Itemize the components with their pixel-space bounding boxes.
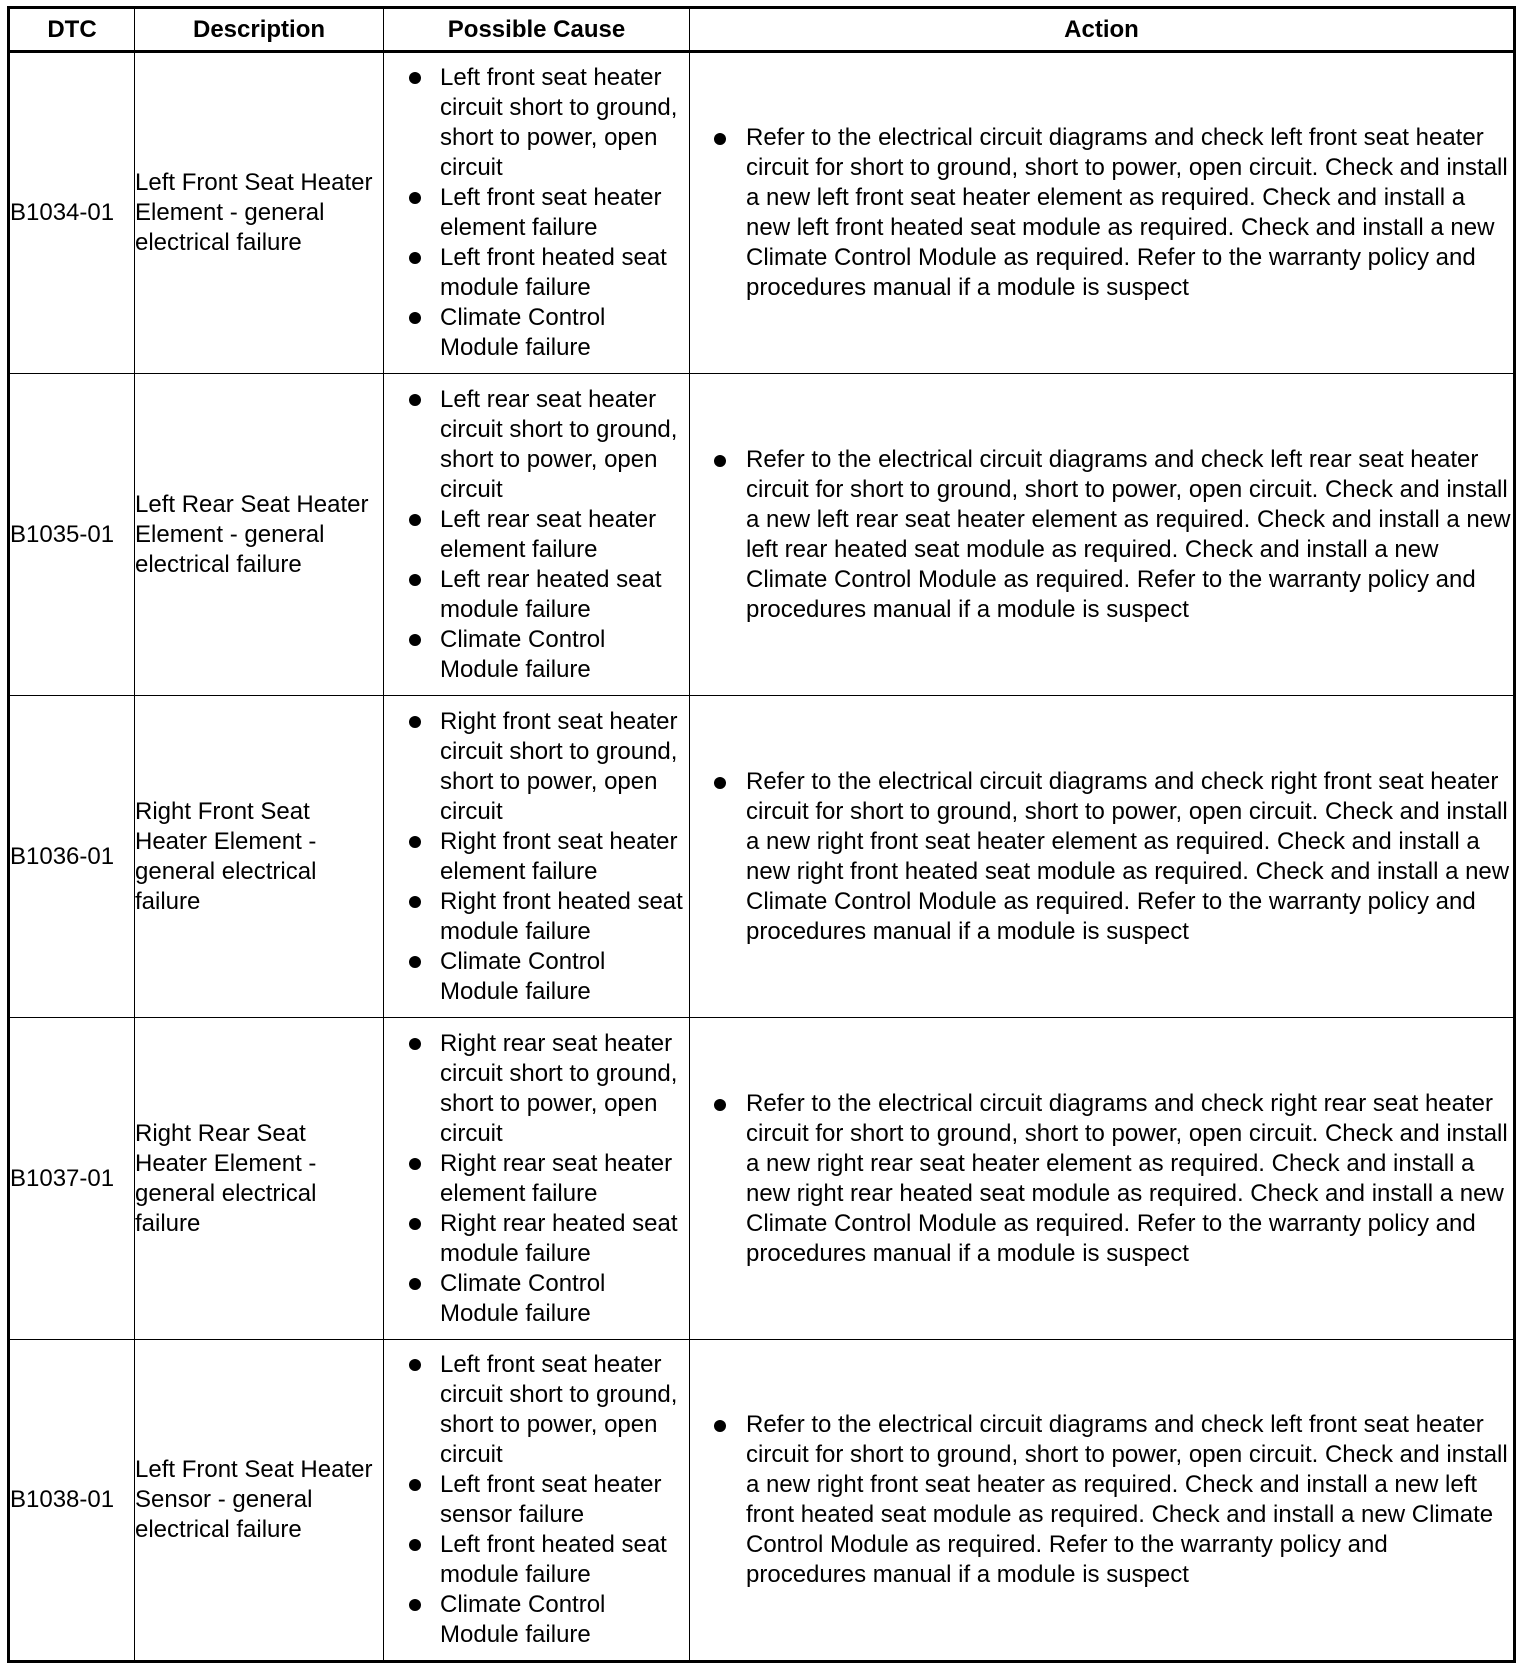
bullet-icon (409, 896, 421, 908)
action-text: Refer to the electrical circuit diagrams and check left rear seat heater circuit for short to ground, short to power, open circuit. Check and install a new left rear seat heater element as required. Check and install a new left rear heated seat module as required. Check and install a new Climate Control Module as required. Refer to the warranty policy and procedures manual if a module is suspect (746, 445, 1511, 623)
cause-item (384, 1590, 689, 1650)
cause-text: Right rear heated seat module failure (440, 1209, 678, 1267)
cause-text: Left front seat heater element failure (440, 184, 662, 241)
action-cell (690, 1018, 1515, 1340)
cause-list (384, 1350, 689, 1650)
bullet-icon (409, 1278, 421, 1290)
dtc-table (7, 6, 1516, 1663)
action-text: Refer to the electrical circuit diagrams and check left front seat heater circuit for short to ground, short to power, open circuit. Check and install a new left front seat heater element as required. Check and install a new left front heated seat module as required. Check and install a new Climate Control Module as required. Refer to the warranty policy and procedures manual if a module is suspect (746, 124, 1508, 301)
cause-item (384, 183, 689, 243)
cause-item (384, 303, 689, 363)
bullet-icon (714, 1099, 726, 1111)
bullet-icon (409, 312, 421, 324)
bullet-icon (409, 72, 421, 84)
cause-text: Left front heated seat module failure (440, 1531, 667, 1588)
cause-item (384, 707, 689, 827)
possible-cause-cell (384, 696, 690, 1018)
action-item (690, 767, 1513, 947)
header-possible-cause: Possible Cause (384, 8, 690, 52)
cause-item (384, 625, 689, 685)
action-cell (690, 696, 1515, 1018)
cause-item (384, 1209, 689, 1269)
cause-text: Right rear seat heater element failure (440, 1149, 673, 1207)
cause-list (384, 1029, 689, 1329)
description: Left Rear Seat Heater Element - general electrical failure (135, 374, 384, 696)
cause-item (384, 1470, 689, 1530)
header-dtc: DTC (9, 8, 135, 52)
cause-text: Left front heated seat module failure (440, 244, 667, 301)
description: Right Front Seat Heater Element - general electrical failure (135, 696, 384, 1018)
bullet-icon (409, 716, 421, 728)
bullet-icon (409, 1218, 421, 1230)
action-item (690, 123, 1513, 303)
action-cell (690, 374, 1515, 696)
cause-list (384, 63, 689, 363)
cause-text: Climate Control Module failure (440, 1269, 606, 1327)
header-row (9, 8, 1515, 52)
cause-item (384, 1149, 689, 1209)
action-cell (690, 52, 1515, 374)
cause-text: Climate Control Module failure (440, 1591, 606, 1648)
cause-item (384, 827, 689, 887)
bullet-icon (714, 455, 726, 467)
bullet-icon (714, 133, 726, 145)
cause-text: Left front seat heater circuit short to ground, short to power, open circuit (440, 64, 678, 181)
bullet-icon (409, 1539, 421, 1551)
cause-text: Right front heated seat module failure (440, 887, 683, 945)
bullet-icon (409, 836, 421, 848)
bullet-icon (409, 956, 421, 968)
cause-item (384, 1269, 689, 1329)
cause-item (384, 887, 689, 947)
action-text: Refer to the electrical circuit diagrams and check right front seat heater circuit for short to ground, short to power, open circuit. Check and install a new right front seat heater element as required. Check and install a new right front heated seat module as required. Check and install a new Climate Control Module as required. Refer to the warranty policy and procedures manual if a module is suspect (746, 767, 1510, 945)
cause-item (384, 243, 689, 303)
cause-list (384, 385, 689, 685)
bullet-icon (409, 574, 421, 586)
bullet-icon (409, 1599, 421, 1611)
cause-text: Climate Control Module failure (440, 625, 606, 683)
description: Left Front Seat Heater Sensor - general electrical failure (135, 1340, 384, 1662)
table-row (9, 52, 1515, 374)
cause-list (384, 707, 689, 1007)
cause-item (384, 565, 689, 625)
possible-cause-cell (384, 52, 690, 374)
bullet-icon (409, 514, 421, 526)
description: Right Rear Seat Heater Element - general electrical failure (135, 1018, 384, 1340)
cause-item (384, 947, 689, 1007)
dtc-code: B1034-01 (9, 52, 135, 374)
action-cell (690, 1340, 1515, 1662)
bullet-icon (409, 1479, 421, 1491)
cause-text: Left front seat heater sensor failure (440, 1471, 662, 1528)
cause-text: Climate Control Module failure (440, 947, 606, 1005)
cause-text: Left front seat heater circuit short to ground, short to power, open circuit (440, 1351, 678, 1468)
cause-text: Climate Control Module failure (440, 304, 606, 361)
possible-cause-cell (384, 1340, 690, 1662)
action-item (690, 1089, 1513, 1269)
table-row (9, 696, 1515, 1018)
table-row (9, 1018, 1515, 1340)
cause-item (384, 385, 689, 505)
bullet-icon (409, 192, 421, 204)
action-item (690, 445, 1513, 625)
bullet-icon (409, 634, 421, 646)
cause-text: Right front seat heater element failure (440, 827, 678, 885)
dtc-code: B1038-01 (9, 1340, 135, 1662)
table-row (9, 374, 1515, 696)
header-description: Description (135, 8, 384, 52)
cause-item (384, 505, 689, 565)
bullet-icon (409, 1158, 421, 1170)
bullet-icon (714, 1420, 726, 1432)
dtc-code: B1036-01 (9, 696, 135, 1018)
cause-item (384, 1350, 689, 1470)
cause-item (384, 63, 689, 183)
description: Left Front Seat Heater Element - general electrical failure (135, 52, 384, 374)
cause-item (384, 1029, 689, 1149)
action-text: Refer to the electrical circuit diagrams and check right rear seat heater circuit for short to ground, short to power, open circuit. Check and install a new right rear seat heater element as required. Check and install a new right rear heated seat module as required. Check and install a new Climate Control Module as required. Refer to the warranty policy and procedures manual if a module is suspect (746, 1089, 1508, 1267)
header-action: Action (690, 8, 1515, 52)
dtc-code: B1035-01 (9, 374, 135, 696)
action-text: Refer to the electrical circuit diagrams and check left front seat heater circuit for short to ground, short to power, open circuit. Check and install a new right front seat heater as required. Check and install a new left front heated seat module as required. Check and install a new Climate Control Module as required. Refer to the warranty policy and procedures manual if a module is suspect (746, 1411, 1508, 1588)
bullet-icon (409, 1038, 421, 1050)
action-item (690, 1410, 1513, 1590)
cause-text: Right rear seat heater circuit short to ground, short to power, open circuit (440, 1029, 678, 1147)
possible-cause-cell (384, 374, 690, 696)
bullet-icon (409, 252, 421, 264)
cause-text: Left rear heated seat module failure (440, 565, 662, 623)
possible-cause-cell (384, 1018, 690, 1340)
dtc-code: B1037-01 (9, 1018, 135, 1340)
bullet-icon (714, 777, 726, 789)
table-row (9, 1340, 1515, 1662)
cause-text: Right front seat heater circuit short to ground, short to power, open circuit (440, 707, 678, 825)
cause-text: Left rear seat heater element failure (440, 505, 657, 563)
cause-text: Left rear seat heater circuit short to ground, short to power, open circuit (440, 385, 678, 503)
bullet-icon (409, 1359, 421, 1371)
cause-item (384, 1530, 689, 1590)
bullet-icon (409, 394, 421, 406)
